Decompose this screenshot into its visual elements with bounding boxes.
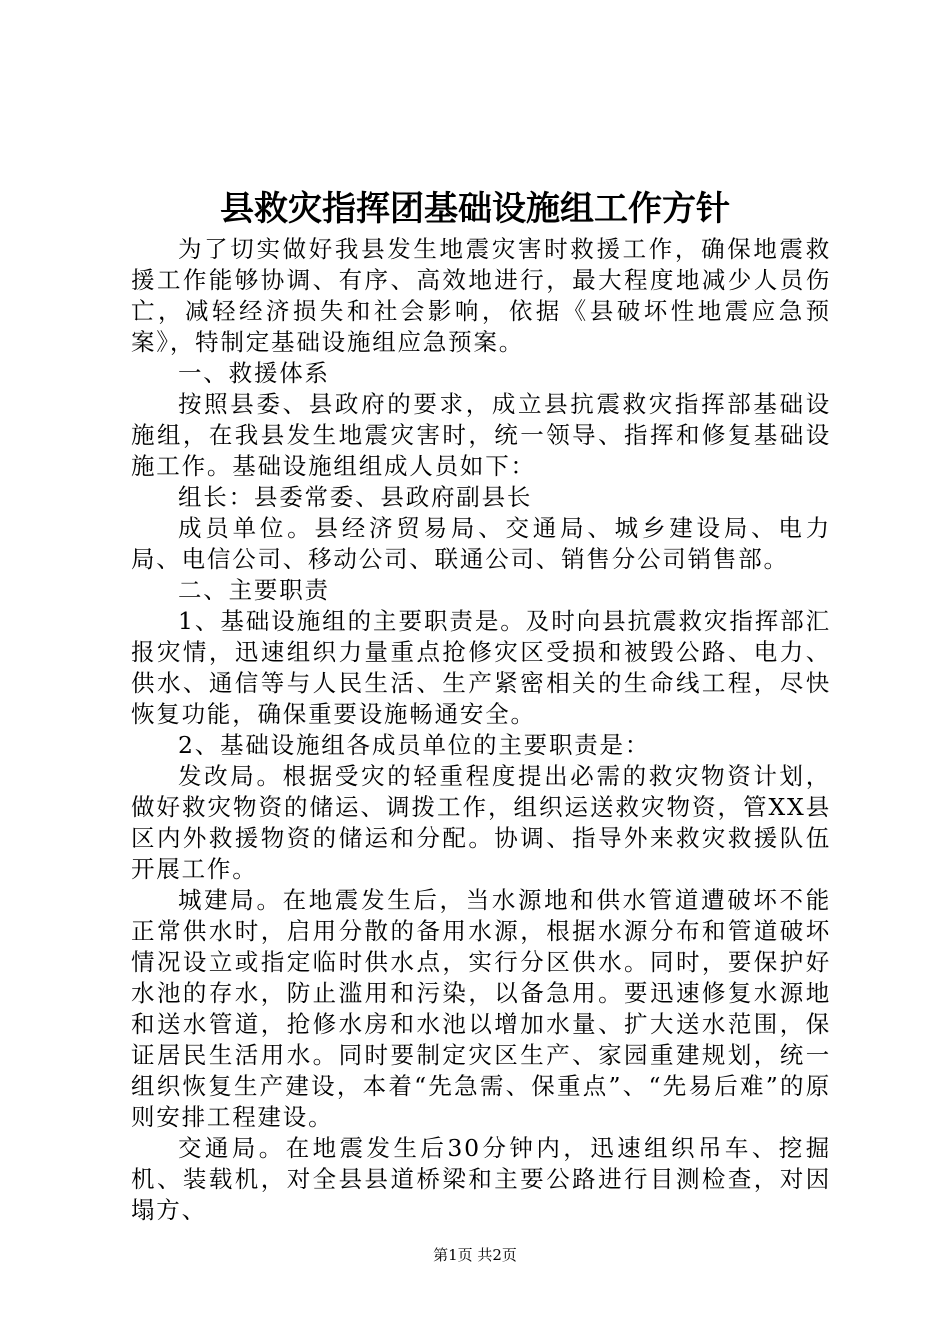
- page-number-footer: 第1页 共2页: [433, 1246, 517, 1264]
- section-heading-main-duties: 二、主要职责: [178, 576, 330, 604]
- document-body: [131, 234, 831, 1226]
- paragraph-rescue-system: 按照县委、县政府的要求，成立县抗震救灾指挥部基础设施组，在我县发生地震灾害时，统一领导、指挥和修复基础设施工作。基础设施组组成人员如下：: [131, 390, 831, 480]
- paragraph-member-units: 成员单位。县经济贸易局、交通局、城乡建设局、电力局、电信公司、移动公司、联通公司、销售分公司销售部。: [131, 514, 831, 573]
- document-title: 县救灾指挥团基础设施组工作方针: [220, 189, 730, 229]
- section-heading-rescue-system: 一、救援体系: [178, 359, 330, 387]
- paragraph-duty-2: 2、基础设施组各成员单位的主要职责是：: [178, 731, 651, 759]
- paragraph-duty-1: 1、基础设施组的主要职责是。及时向县抗震救灾指挥部汇报灾情，迅速组织力量重点抢修灾区受损和被毁公路、电力、供水、通信等与人民生活、生产紧密相关的生命线工程，尽快恢复功能，确保重要设施畅通安全。: [131, 607, 831, 728]
- paragraph-construction-bureau: 城建局。在地震发生后，当水源地和供水管道遭破坏不能正常供水时，启用分散的备用水源，根据水源分布和管道破坏情况设立或指定临时供水点，实行分区供水。同时，要保护好水池的存水，防止滥用和污染，以备急用。要迅速修复水源地和送水管道，抢修水房和水池以增加水量、扩大送水范围，保证居民生活用水。同时要制定灾区生产、家园重建规划，统一组织恢复生产建设，本着“先急需、保重点”、“先易后难”的原则安排工程建设。: [131, 886, 831, 1131]
- paragraph-group-leader: 组长：县委常委、县政府副县长: [178, 483, 533, 511]
- paragraph-development-bureau: 发改局。根据受灾的轻重程度提出必需的救灾物资计划，做好救灾物资的储运、调拨工作，组织运送救灾物资，管XX县区内外救援物资的储运和分配。协调、指导外来救灾救援队伍开展工作。: [131, 762, 831, 883]
- paragraph-intro: 为了切实做好我县发生地震灾害时救援工作，确保地震救援工作能够协调、有序、高效地进行，最大程度地减少人员伤亡，减轻经济损失和社会影响，依据《县破坏性地震应急预案》，特制定基础设施组应急预案。: [131, 235, 831, 356]
- paragraph-transport-bureau: 交通局。在地震发生后30分钟内，迅速组织吊车、挖掘机、装载机，对全县县道桥梁和主要公路进行目测检查，对因塌方、: [131, 1134, 831, 1224]
